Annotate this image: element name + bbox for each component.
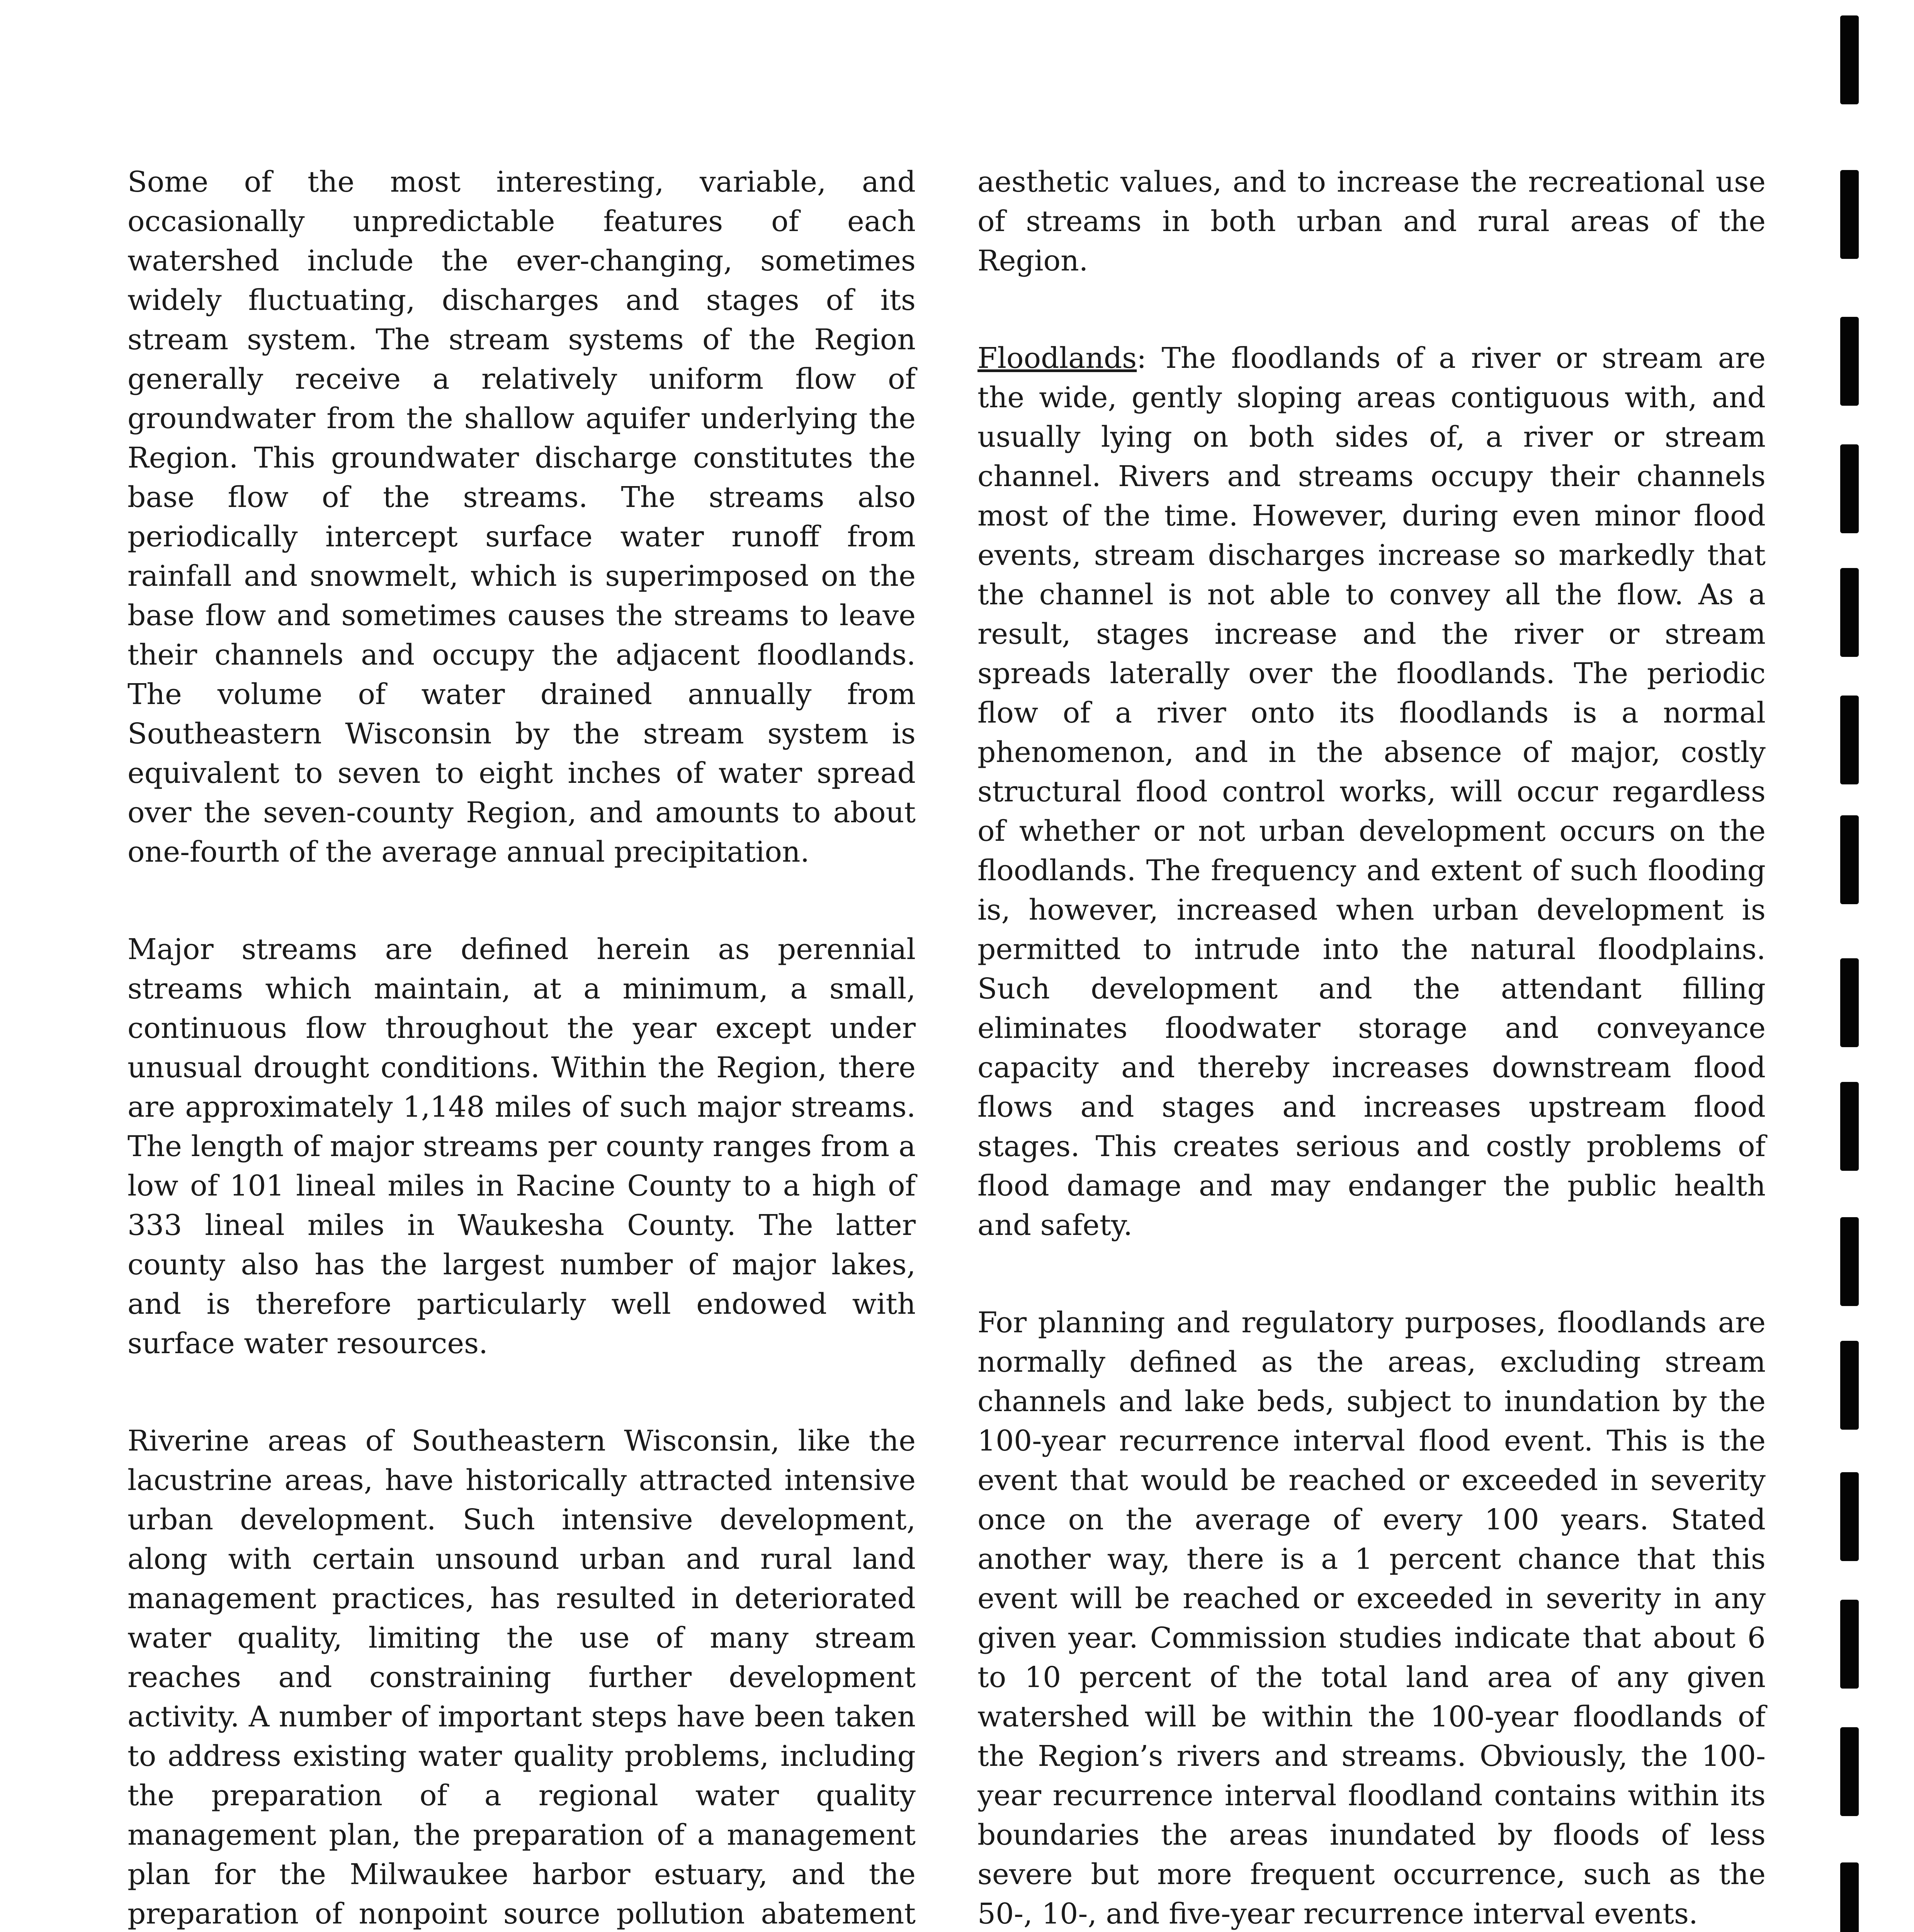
binding-hole — [1840, 815, 1859, 904]
binding-hole — [1840, 568, 1859, 657]
paragraph-major-streams: Major streams are defined herein as perennial streams which maintain, at a minimum, a small, continuous flow throughout the year except under unusual drought conditions. Within the Region, there are approximately 1,148 miles of such major streams. The length of major streams per county ranges from a low of 101 lineal miles in Racine County to a high of 333 lineal miles in Waukesha County. The latter county also has the largest number of major lakes, and is therefore particularly well endowed with surface water resources. — [127, 933, 916, 1360]
binding-hole — [1840, 15, 1859, 104]
binding-hole — [1840, 958, 1859, 1047]
floodlands-heading: Floodlands — [977, 342, 1137, 375]
binding-hole — [1840, 1727, 1859, 1816]
binding-hole — [1840, 696, 1859, 784]
binding-hole — [1840, 444, 1859, 533]
paragraph-aesthetic-values: aesthetic values, and to increase the recreational use of streams in both urban and rural areas of the Region. — [977, 165, 1766, 277]
paragraph-watershed-features: Some of the most interesting, variable, and occasionally unpredictable features of each watershed include the ever-changing, sometimes widely fluctuating, discharges and stages of its stream system. The stream systems of the Region generally receive a relatively uniform flow of groundwater from the shallow aquifer underlying the Region. This groundwater discharge constitutes the base flow of the streams. The streams also periodically intercept surface water runoff from rainfall and snowmelt, which is superimposed on the base flow and sometimes causes the streams to leave their channels and occupy the adjacent floodlands. The volume of water drained annually from Southeastern Wisconsin by the stream system is equivalent to seven to eight inches of water spread over the seven-county Region, and amounts to about one-fourth of the average annual precipitation. — [127, 165, 916, 869]
binding-hole — [1840, 317, 1859, 406]
paragraph-floodlands — [977, 338, 1766, 1245]
binding-hole — [1840, 1217, 1859, 1306]
floodlands-text: : The floodlands of a river or stream are the wide, gently sloping areas contiguous with, and usually lying on both sides of, a river or stream channel. Rivers and streams occupy their channels most of the time. However, during even minor flood events, stream discharges increase so markedly that the channel is not able to convey all the flow. As a result, stages increase and the river or stream spreads laterally over the floodlands. The periodic flow of a river onto its floodlands is a normal phenomenon, and in the absence of major, costly structural flood control works, will occur regardless of whether or not urban development occurs on the floodlands. The frequency and extent of such flooding is, however, increased when urban development is permitted to intrude into the natural floodplains. Such development and the attendant filling eliminates floodwater storage and conveyance capacity and thereby increases downstream flood flows and stages and increases upstream flood stages. This creates serious and costly problems of flood damage and may endanger the public health and safety. — [977, 342, 1766, 1242]
binding-hole — [1840, 1600, 1859, 1689]
paragraph-planning-purposes: For planning and regulatory purposes, floodlands are normally defined as the areas, excluding stream channels and lake beds, subject to inundation by the 100-year recurrence interval flood event. This is the event that would be reached or exceeded in severity once on the average of every 100 years. Stated another way, there is a 1 percent chance that this event will be reached or exceeded in severity in any given year. Commission studies indicate that about 6 to 10 percent of the total land area of any given watershed will be within the 100-year floodlands of the Region’s rivers and streams. Obviously, the 100-year recurrence interval floodland contains within its boundaries the areas inundated by floods of less severe but more frequent occurrence, such as the 50-, 10-, and five-year recurrence interval events. — [977, 1306, 1766, 1930]
left-column — [127, 162, 916, 1932]
binding-holes — [1829, 0, 1876, 1932]
paragraph-riverine-areas: Riverine areas of Southeastern Wisconsin, like the lacustrine areas, have historically attracted intensive urban development. Such intensive development, along with certain unsound urban and rural land management practices, has resulted in deteriorated water quality, limiting the use of many stream reaches and constraining further development activity. A number of important steps have been taken to address existing water quality problems, including the preparation of a regional water quality management plan, the preparation of a management plan for the Milwaukee harbor estuary, and the preparation of nonpoint source pollution abatement — [127, 1424, 916, 1930]
binding-hole — [1840, 170, 1859, 259]
binding-hole — [1840, 1082, 1859, 1171]
binding-hole — [1840, 1472, 1859, 1561]
binding-hole — [1840, 1341, 1859, 1430]
binding-hole — [1840, 1862, 1859, 1932]
right-column — [977, 162, 1766, 1932]
